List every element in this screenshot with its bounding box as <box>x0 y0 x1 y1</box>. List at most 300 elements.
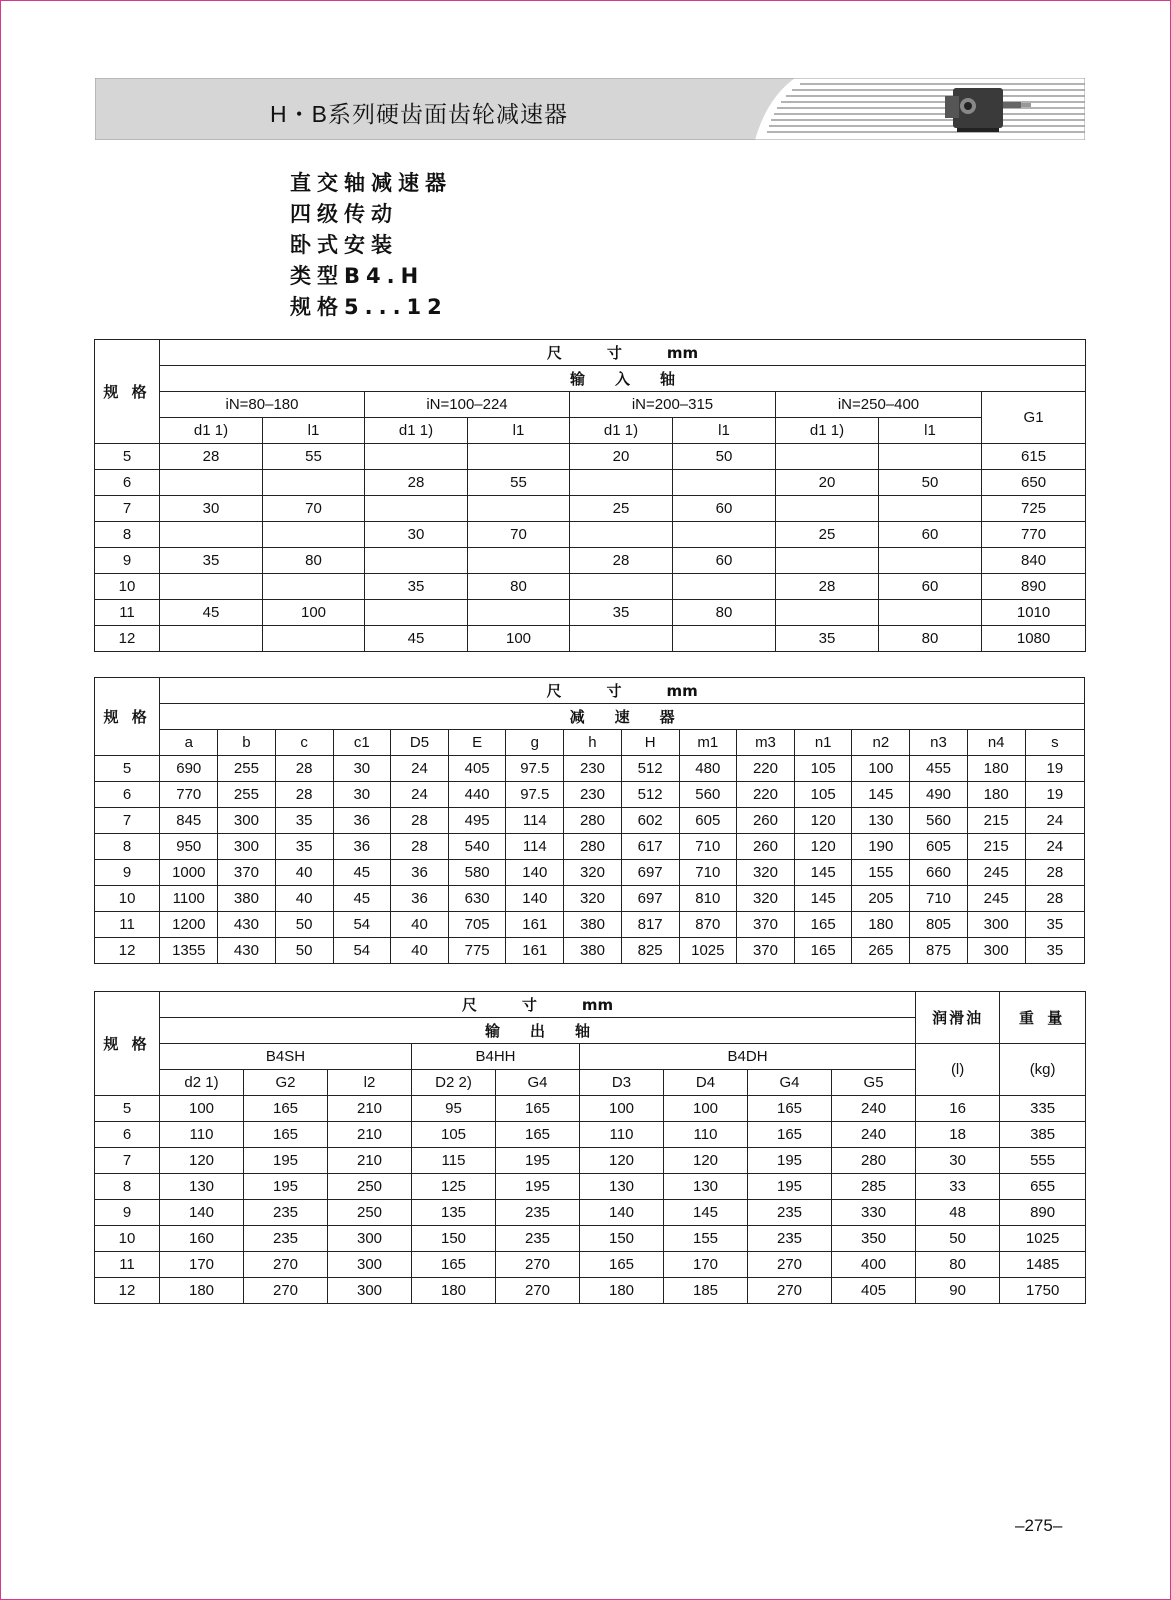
value-cell: 215 <box>967 834 1025 860</box>
value-cell: 255 <box>218 782 275 808</box>
value-cell: 95 <box>412 1096 496 1122</box>
value-cell: 30 <box>916 1148 1000 1174</box>
value-cell: 195 <box>244 1148 328 1174</box>
value-cell: 697 <box>621 886 679 912</box>
table-row <box>95 860 1085 886</box>
table-row <box>95 522 1086 548</box>
spec-cell: 5 <box>95 444 160 470</box>
value-cell: 170 <box>664 1252 748 1278</box>
value-cell: 725 <box>982 496 1086 522</box>
value-cell: 512 <box>621 756 679 782</box>
col-header: l1 <box>468 418 570 444</box>
value-cell: 36 <box>390 860 448 886</box>
value-cell: 185 <box>664 1278 748 1304</box>
value-cell: 770 <box>982 522 1086 548</box>
value-cell: 1010 <box>982 600 1086 626</box>
value-cell: 245 <box>967 860 1025 886</box>
value-cell: 250 <box>328 1200 412 1226</box>
value-cell: 440 <box>449 782 506 808</box>
value-cell: 260 <box>736 808 794 834</box>
spec-cell: 7 <box>95 1148 160 1174</box>
table-row <box>95 1226 1086 1252</box>
value-cell: 55 <box>468 470 570 496</box>
value-cell <box>468 600 570 626</box>
value-cell <box>879 496 982 522</box>
value-cell: 235 <box>748 1200 832 1226</box>
value-cell: 810 <box>679 886 736 912</box>
value-cell: 300 <box>967 938 1025 964</box>
col-header: n3 <box>910 730 967 756</box>
table-row <box>95 834 1085 860</box>
value-cell <box>263 574 365 600</box>
value-cell: 30 <box>333 756 390 782</box>
value-cell: 380 <box>564 938 621 964</box>
value-cell: 235 <box>496 1226 580 1252</box>
value-cell: 28 <box>570 548 673 574</box>
value-cell: 80 <box>879 626 982 652</box>
value-cell: 40 <box>275 860 333 886</box>
spec-cell: 12 <box>95 938 160 964</box>
value-cell: 114 <box>506 808 564 834</box>
value-cell: 24 <box>1025 834 1084 860</box>
page-header <box>95 78 1085 140</box>
col-header: D5 <box>390 730 448 756</box>
value-cell: 210 <box>328 1122 412 1148</box>
col-header: G4 <box>748 1070 832 1096</box>
spec-cell: 9 <box>95 1200 160 1226</box>
value-cell: 140 <box>506 886 564 912</box>
value-cell: 230 <box>564 756 621 782</box>
g1-header: G1 <box>982 392 1086 444</box>
value-cell: 690 <box>160 756 218 782</box>
value-cell: 50 <box>275 912 333 938</box>
value-cell: 845 <box>160 808 218 834</box>
value-cell <box>468 444 570 470</box>
value-cell: 270 <box>496 1278 580 1304</box>
value-cell: 480 <box>679 756 736 782</box>
spec-cell: 10 <box>95 1226 160 1252</box>
table-row <box>95 470 1086 496</box>
value-cell: 240 <box>832 1096 916 1122</box>
value-cell: 195 <box>496 1148 580 1174</box>
oil-unit: (l) <box>916 1044 1000 1096</box>
value-cell: 145 <box>664 1200 748 1226</box>
value-cell: 260 <box>736 834 794 860</box>
value-cell: 195 <box>748 1148 832 1174</box>
value-cell: 28 <box>275 782 333 808</box>
value-cell: 80 <box>673 600 776 626</box>
value-cell: 180 <box>412 1278 496 1304</box>
value-cell: 130 <box>580 1174 664 1200</box>
value-cell: 150 <box>412 1226 496 1252</box>
value-cell <box>879 600 982 626</box>
header-banner <box>95 78 1085 140</box>
spec-cell: 8 <box>95 834 160 860</box>
value-cell: 140 <box>506 860 564 886</box>
value-cell: 605 <box>679 808 736 834</box>
value-cell: 140 <box>160 1200 244 1226</box>
value-cell: 705 <box>449 912 506 938</box>
value-cell: 330 <box>832 1200 916 1226</box>
value-cell: 18 <box>916 1122 1000 1148</box>
table-row <box>95 444 1086 470</box>
table-row <box>95 938 1085 964</box>
col-header: G2 <box>244 1070 328 1096</box>
value-cell <box>673 522 776 548</box>
col-header: m3 <box>736 730 794 756</box>
value-cell: 655 <box>1000 1174 1086 1200</box>
value-cell: 19 <box>1025 756 1084 782</box>
value-cell: 145 <box>852 782 910 808</box>
value-cell: 100 <box>664 1096 748 1122</box>
col-header: E <box>449 730 506 756</box>
value-cell: 270 <box>244 1278 328 1304</box>
value-cell: 300 <box>328 1252 412 1278</box>
value-cell: 24 <box>390 782 448 808</box>
col-header: a <box>160 730 218 756</box>
spec-header: 规 格 <box>95 340 160 444</box>
type-group-header: B4HH <box>412 1044 580 1070</box>
value-cell: 120 <box>580 1148 664 1174</box>
col-header: H <box>621 730 679 756</box>
intro-line: 类型B4.H <box>290 264 425 288</box>
value-cell: 265 <box>852 938 910 964</box>
value-cell: 28 <box>390 808 448 834</box>
ratio-group-header: iN=200–315 <box>570 392 776 418</box>
value-cell: 60 <box>673 548 776 574</box>
section-header: 输 出 轴 <box>160 1018 916 1044</box>
col-header: l2 <box>328 1070 412 1096</box>
value-cell: 615 <box>982 444 1086 470</box>
ratio-group-header: iN=100–224 <box>365 392 570 418</box>
col-header: c <box>275 730 333 756</box>
value-cell: 1025 <box>679 938 736 964</box>
col-header: l1 <box>879 418 982 444</box>
value-cell: 300 <box>328 1278 412 1304</box>
value-cell: 560 <box>910 808 967 834</box>
weight-unit: (kg) <box>1000 1044 1086 1096</box>
col-header: l1 <box>673 418 776 444</box>
value-cell: 300 <box>328 1226 412 1252</box>
value-cell: 1355 <box>160 938 218 964</box>
value-cell: 20 <box>570 444 673 470</box>
value-cell: 560 <box>679 782 736 808</box>
spec-cell: 10 <box>95 574 160 600</box>
value-cell <box>263 522 365 548</box>
value-cell: 235 <box>244 1200 328 1226</box>
value-cell <box>673 626 776 652</box>
value-cell <box>879 444 982 470</box>
value-cell: 28 <box>390 834 448 860</box>
value-cell: 130 <box>160 1174 244 1200</box>
value-cell: 1485 <box>1000 1252 1086 1278</box>
value-cell: 50 <box>916 1226 1000 1252</box>
value-cell <box>160 574 263 600</box>
value-cell: 890 <box>982 574 1086 600</box>
spec-cell: 6 <box>95 782 160 808</box>
intro-line: 卧式安装 <box>290 233 398 257</box>
col-header: D3 <box>580 1070 664 1096</box>
section-header: 输 入 轴 <box>160 366 1086 392</box>
value-cell: 180 <box>852 912 910 938</box>
value-cell: 370 <box>218 860 275 886</box>
value-cell: 770 <box>160 782 218 808</box>
value-cell: 495 <box>449 808 506 834</box>
value-cell: 140 <box>580 1200 664 1226</box>
spec-cell: 11 <box>95 1252 160 1278</box>
value-cell: 100 <box>852 756 910 782</box>
col-header: b <box>218 730 275 756</box>
value-cell: 405 <box>832 1278 916 1304</box>
col-header: d1 1) <box>776 418 879 444</box>
value-cell: 60 <box>879 522 982 548</box>
value-cell: 385 <box>1000 1122 1086 1148</box>
value-cell <box>160 626 263 652</box>
value-cell: 205 <box>852 886 910 912</box>
value-cell: 114 <box>506 834 564 860</box>
table-row <box>95 1252 1086 1278</box>
value-cell: 270 <box>496 1252 580 1278</box>
value-cell: 97.5 <box>506 756 564 782</box>
value-cell: 100 <box>160 1096 244 1122</box>
dims-header: 尺 寸 mm <box>160 678 1085 704</box>
col-header: D2 2) <box>412 1070 496 1096</box>
table-row <box>95 496 1086 522</box>
value-cell: 105 <box>795 782 852 808</box>
intro-line: 四级传动 <box>290 202 398 226</box>
value-cell: 1080 <box>982 626 1086 652</box>
value-cell: 30 <box>365 522 468 548</box>
intro-line: 规格5...12 <box>290 295 448 319</box>
value-cell: 490 <box>910 782 967 808</box>
value-cell: 240 <box>832 1122 916 1148</box>
value-cell <box>570 574 673 600</box>
col-header: d2 1) <box>160 1070 244 1096</box>
value-cell: 16 <box>916 1096 1000 1122</box>
value-cell: 155 <box>664 1226 748 1252</box>
value-cell: 35 <box>1025 938 1084 964</box>
value-cell: 320 <box>736 860 794 886</box>
value-cell <box>468 496 570 522</box>
reducer-dimensions-table <box>94 677 1085 964</box>
col-header: n1 <box>795 730 852 756</box>
value-cell: 28 <box>275 756 333 782</box>
value-cell: 110 <box>580 1122 664 1148</box>
value-cell: 28 <box>160 444 263 470</box>
value-cell <box>570 470 673 496</box>
value-cell: 697 <box>621 860 679 886</box>
page-title: H・B系列硬齿面齿轮减速器 <box>270 101 568 127</box>
value-cell: 28 <box>365 470 468 496</box>
value-cell: 100 <box>580 1096 664 1122</box>
dims-header: 尺 寸 mm <box>160 340 1086 366</box>
table-row <box>95 574 1086 600</box>
value-cell: 130 <box>852 808 910 834</box>
value-cell: 120 <box>795 834 852 860</box>
product-intro <box>290 168 452 323</box>
value-cell: 120 <box>795 808 852 834</box>
value-cell: 285 <box>832 1174 916 1200</box>
value-cell: 605 <box>910 834 967 860</box>
value-cell: 245 <box>967 886 1025 912</box>
value-cell <box>673 574 776 600</box>
value-cell: 650 <box>982 470 1086 496</box>
value-cell: 145 <box>795 886 852 912</box>
value-cell: 320 <box>564 886 621 912</box>
value-cell: 19 <box>1025 782 1084 808</box>
value-cell: 300 <box>218 834 275 860</box>
value-cell: 950 <box>160 834 218 860</box>
col-header: G5 <box>832 1070 916 1096</box>
value-cell: 270 <box>748 1252 832 1278</box>
value-cell: 555 <box>1000 1148 1086 1174</box>
value-cell: 580 <box>449 860 506 886</box>
value-cell: 817 <box>621 912 679 938</box>
value-cell: 280 <box>832 1148 916 1174</box>
value-cell: 405 <box>449 756 506 782</box>
output-shaft-table <box>94 991 1086 1304</box>
value-cell: 840 <box>982 548 1086 574</box>
value-cell: 35 <box>275 808 333 834</box>
value-cell: 35 <box>160 548 263 574</box>
col-header: d1 1) <box>570 418 673 444</box>
value-cell: 210 <box>328 1148 412 1174</box>
ratio-group-header: iN=80–180 <box>160 392 365 418</box>
table-row <box>95 1096 1086 1122</box>
value-cell: 710 <box>679 834 736 860</box>
value-cell: 300 <box>967 912 1025 938</box>
type-group-header: B4DH <box>580 1044 916 1070</box>
value-cell: 335 <box>1000 1096 1086 1122</box>
value-cell: 165 <box>496 1096 580 1122</box>
value-cell: 320 <box>564 860 621 886</box>
value-cell: 170 <box>160 1252 244 1278</box>
value-cell: 35 <box>776 626 879 652</box>
spec-cell: 10 <box>95 886 160 912</box>
value-cell: 220 <box>736 782 794 808</box>
value-cell: 150 <box>580 1226 664 1252</box>
value-cell: 512 <box>621 782 679 808</box>
value-cell: 220 <box>736 756 794 782</box>
value-cell: 165 <box>244 1122 328 1148</box>
value-cell: 105 <box>412 1122 496 1148</box>
value-cell: 195 <box>496 1174 580 1200</box>
value-cell: 1200 <box>160 912 218 938</box>
spec-cell: 9 <box>95 548 160 574</box>
value-cell: 54 <box>333 912 390 938</box>
value-cell: 120 <box>664 1148 748 1174</box>
value-cell: 54 <box>333 938 390 964</box>
table-row <box>95 1278 1086 1304</box>
table-row <box>95 782 1085 808</box>
value-cell: 100 <box>468 626 570 652</box>
value-cell: 870 <box>679 912 736 938</box>
col-header: n4 <box>967 730 1025 756</box>
value-cell: 35 <box>365 574 468 600</box>
value-cell: 1750 <box>1000 1278 1086 1304</box>
spec-cell: 11 <box>95 600 160 626</box>
value-cell: 120 <box>160 1148 244 1174</box>
col-header: G4 <box>496 1070 580 1096</box>
spec-header: 规 格 <box>95 678 160 756</box>
value-cell: 350 <box>832 1226 916 1252</box>
value-cell: 60 <box>673 496 776 522</box>
value-cell: 280 <box>564 834 621 860</box>
value-cell <box>160 470 263 496</box>
dims-header: 尺 寸 mm <box>160 992 916 1018</box>
spec-cell: 7 <box>95 496 160 522</box>
value-cell: 255 <box>218 756 275 782</box>
value-cell: 97.5 <box>506 782 564 808</box>
value-cell: 161 <box>506 938 564 964</box>
value-cell <box>776 444 879 470</box>
value-cell: 50 <box>879 470 982 496</box>
value-cell: 195 <box>244 1174 328 1200</box>
value-cell: 45 <box>365 626 468 652</box>
value-cell: 230 <box>564 782 621 808</box>
col-header: n2 <box>852 730 910 756</box>
value-cell: 145 <box>795 860 852 886</box>
value-cell: 35 <box>1025 912 1084 938</box>
col-header: l1 <box>263 418 365 444</box>
value-cell: 617 <box>621 834 679 860</box>
value-cell: 775 <box>449 938 506 964</box>
value-cell: 165 <box>748 1122 832 1148</box>
value-cell: 70 <box>263 496 365 522</box>
value-cell: 380 <box>564 912 621 938</box>
value-cell: 300 <box>218 808 275 834</box>
value-cell: 165 <box>748 1096 832 1122</box>
intro-line: 直交轴减速器 <box>290 171 452 195</box>
col-header: s <box>1025 730 1084 756</box>
value-cell: 25 <box>570 496 673 522</box>
table-row <box>95 600 1086 626</box>
value-cell: 30 <box>160 496 263 522</box>
table-row <box>95 1148 1086 1174</box>
value-cell: 115 <box>412 1148 496 1174</box>
table-row <box>95 626 1086 652</box>
spec-cell: 12 <box>95 1278 160 1304</box>
value-cell: 165 <box>412 1252 496 1278</box>
value-cell: 24 <box>1025 808 1084 834</box>
value-cell: 805 <box>910 912 967 938</box>
value-cell: 165 <box>795 938 852 964</box>
value-cell: 20 <box>776 470 879 496</box>
value-cell: 125 <box>412 1174 496 1200</box>
value-cell: 50 <box>275 938 333 964</box>
value-cell: 370 <box>736 912 794 938</box>
col-header: g <box>506 730 564 756</box>
value-cell: 28 <box>1025 860 1084 886</box>
value-cell: 180 <box>580 1278 664 1304</box>
value-cell: 235 <box>244 1226 328 1252</box>
table-row <box>95 1200 1086 1226</box>
spec-cell: 9 <box>95 860 160 886</box>
value-cell: 235 <box>748 1226 832 1252</box>
value-cell: 1025 <box>1000 1226 1086 1252</box>
value-cell: 45 <box>333 886 390 912</box>
value-cell: 370 <box>736 938 794 964</box>
value-cell: 180 <box>160 1278 244 1304</box>
value-cell: 180 <box>967 756 1025 782</box>
table-row <box>95 1122 1086 1148</box>
value-cell: 25 <box>776 522 879 548</box>
value-cell: 80 <box>263 548 365 574</box>
value-cell: 70 <box>468 522 570 548</box>
value-cell: 400 <box>832 1252 916 1278</box>
value-cell <box>570 522 673 548</box>
value-cell: 55 <box>263 444 365 470</box>
